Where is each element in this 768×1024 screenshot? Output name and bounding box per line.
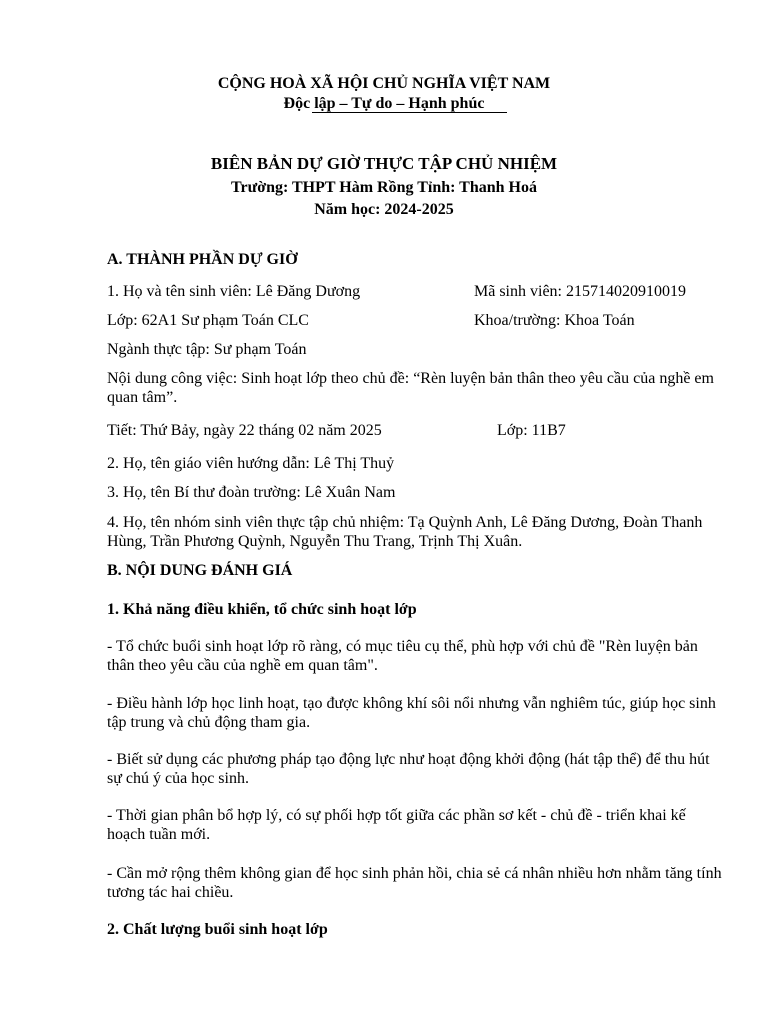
section-a-heading: A. THÀNH PHẦN DỰ GIỜ	[107, 251, 298, 268]
evaluation-item: - Biết sử dụng các phương pháp tạo động lực như hoạt động khởi động (hát tập thể) để thu hút sự chú ý của học sinh.	[107, 751, 710, 787]
section-b-heading: B. NỘI DUNG ĐÁNH GIÁ	[107, 562, 293, 579]
student-major: Ngành thực tập: Sư phạm Toán	[107, 341, 307, 358]
subsection-1-heading: 1. Khả năng điều khiển, tổ chức sinh hoạt lớp	[107, 601, 417, 618]
document-title: BIÊN BẢN DỰ GIỜ THỰC TẬP CHỦ NHIỆM	[210, 154, 558, 173]
student-id: Mã sinh viên: 215714020910019	[474, 283, 686, 300]
lesson-period: Tiết: Thứ Bảy, ngày 22 tháng 02 năm 2025	[107, 422, 382, 439]
country-heading: CỘNG HOÀ XÃ HỘI CHỦ NGHĨA VIỆT NAM	[217, 75, 551, 92]
student-group: 4. Họ, tên nhóm sinh viên thực tập chủ nhiệm: Tạ Quỳnh Anh, Lê Đăng Dương, Đoàn Thanh Hùng, Trần Phương Quỳnh, Nguyễn Thu Trang, Trịnh Thị Xuân.	[107, 514, 703, 550]
union-secretary: 3. Họ, tên Bí thư đoàn trường: Lê Xuân Nam	[107, 484, 396, 501]
motto-underline	[312, 112, 507, 113]
evaluation-item: - Điều hành lớp học linh hoạt, tạo được không khí sôi nổi nhưng vẫn nghiêm túc, giúp học sinh tập trung và chủ động tham gia.	[107, 695, 716, 731]
student-faculty: Khoa/trường: Khoa Toán	[474, 312, 635, 329]
lesson-class: Lớp: 11B7	[497, 422, 566, 439]
evaluation-item: - Cần mở rộng thêm không gian để học sinh phản hồi, chia sẻ cá nhân nhiều hơn nhằm tăng tính tương tác hai chiều.	[107, 865, 722, 901]
work-content: Nội dung công việc: Sinh hoạt lớp theo chủ đề: “Rèn luyện bản thân theo yêu cầu của nghề em quan tâm”.	[107, 370, 714, 406]
student-class: Lớp: 62A1 Sư phạm Toán CLC	[107, 312, 309, 329]
guiding-teacher: 2. Họ, tên giáo viên hướng dẫn: Lê Thị Thuỷ	[107, 455, 395, 472]
school-line: Trường: THPT Hàm Rồng Tỉnh: Thanh Hoá	[231, 179, 537, 196]
motto: Độc lập – Tự do – Hạnh phúc	[283, 95, 485, 112]
evaluation-item: - Tổ chức buổi sinh hoạt lớp rõ ràng, có mục tiêu cụ thể, phù hợp với chủ đề "Rèn luyện bản thân theo yêu cầu của nghề em quan tâm".	[107, 638, 698, 674]
student-name: 1. Họ và tên sinh viên: Lê Đăng Dương	[107, 283, 361, 300]
evaluation-item: - Thời gian phân bổ hợp lý, có sự phối hợp tốt giữa các phần sơ kết - chủ đề - triển khai kế hoạch tuần mới.	[107, 807, 686, 843]
school-year: Năm học: 2024-2025	[314, 201, 454, 218]
subsection-2-heading: 2. Chất lượng buổi sinh hoạt lớp	[107, 921, 328, 938]
